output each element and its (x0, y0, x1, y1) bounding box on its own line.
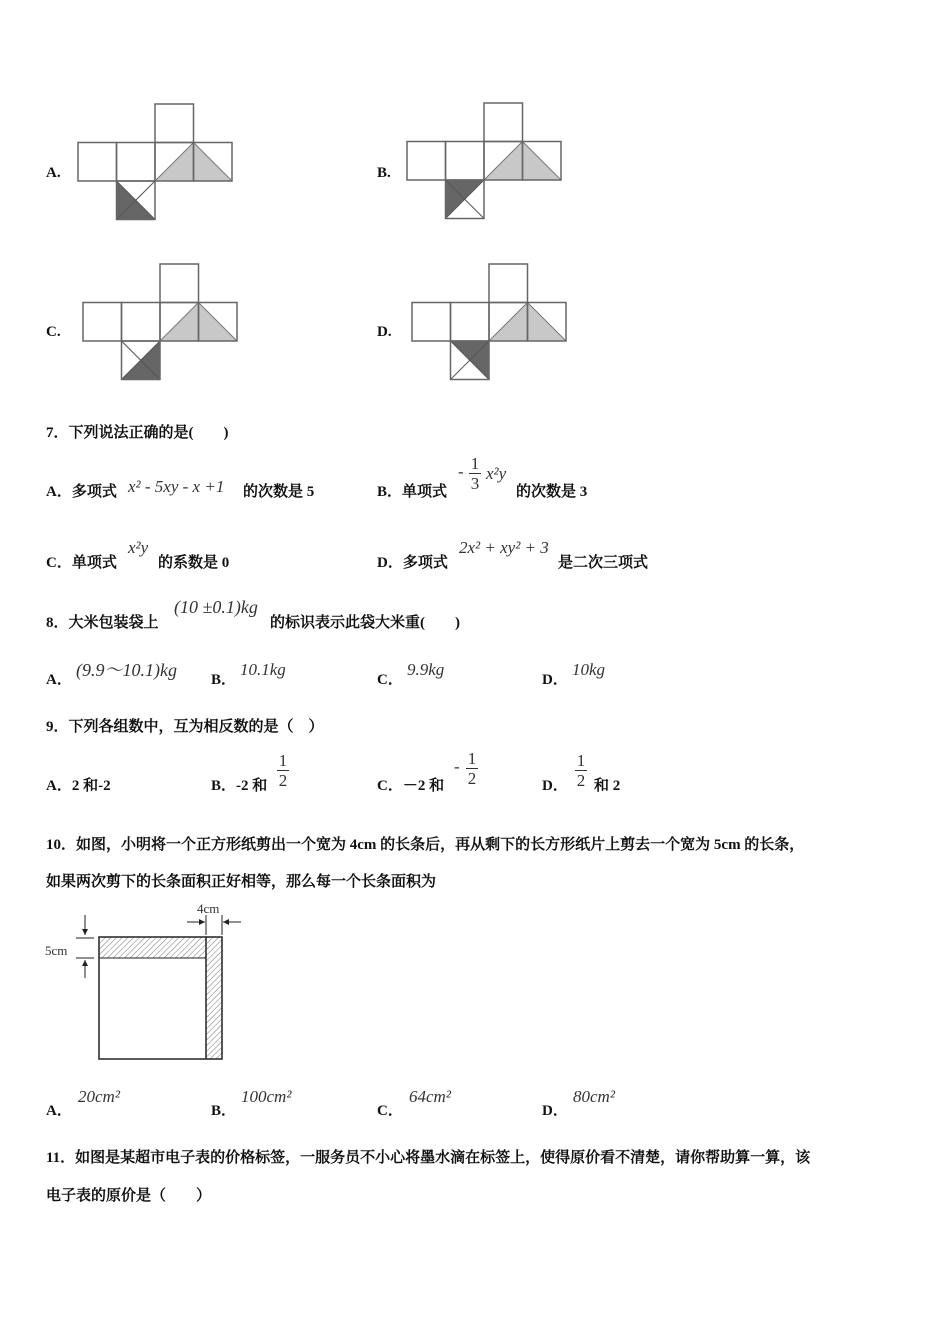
cube-net-b (407, 103, 567, 223)
q9-b-label: B．-2 和 (211, 778, 268, 794)
net-square (407, 142, 446, 181)
q10-c-value: 64cm² (409, 1087, 451, 1106)
q7-d-math: 2x² + xy² + 3 (459, 538, 549, 557)
q8-d-value: 10kg (572, 660, 606, 679)
q7-a-label: A．多项式 (46, 484, 117, 500)
net-square (117, 143, 156, 182)
q10-d-label: D． (542, 1103, 568, 1119)
net-square (451, 303, 490, 342)
q7-c-tail: 的系数是 0 (158, 555, 230, 571)
q10-a-value: 20cm² (78, 1087, 120, 1106)
q8-stem-b: 的标识表示此袋大米重( ) (270, 615, 460, 631)
net-square (160, 264, 199, 303)
q11-line2: 电子表的原价是（ ） (46, 1188, 212, 1204)
q7-c-math: x²y (128, 538, 149, 557)
q8-c-label: C． (377, 672, 403, 688)
net-square (484, 103, 523, 142)
q7-b-math: x²y (486, 464, 507, 483)
numerator: 1 (470, 454, 480, 473)
q8-a-label: A． (46, 672, 72, 688)
option-d-label: D. (377, 324, 392, 340)
q10-line2: 如果两次剪下的长条面积正好相等，那么每一个长条面积为 (46, 874, 437, 890)
q10-b-label: B． (211, 1103, 237, 1119)
q7-d-label: D．多项式 (377, 555, 448, 571)
q8-a-value: (9.9～10.1)kg (76, 660, 177, 680)
q7-a-tail: 的次数是 5 (243, 484, 315, 500)
net-square (78, 143, 117, 182)
q7-c-label: C．单项式 (46, 555, 117, 571)
net-square (412, 303, 451, 342)
label-5cm: 5cm (45, 943, 68, 958)
q7-stem: 7．下列说法正确的是( ) (46, 425, 229, 441)
option-b-label: B. (377, 165, 391, 181)
q9-stem: 9．下列各组数中，互为相反数的是（ ） (46, 719, 324, 735)
q7-a-math: x² - 5xy - x +1 (128, 477, 225, 496)
q8-stem-math: (10 ±0.1)kg (174, 597, 258, 617)
denominator: 2 (278, 771, 288, 790)
q7-d-tail: 是二次三项式 (558, 555, 649, 571)
cube-net-a (78, 104, 238, 224)
cube-net-c (83, 264, 243, 384)
net-square (122, 303, 161, 342)
q7-b-fraction (469, 455, 481, 492)
q7-b-label: B．单项式 (377, 484, 448, 500)
q11-line1: 11．如图是某超市电子表的价格标签，一服务员不小心将墨水滴在标签上，使得原价看不清楚，请你帮助算一算，该 (46, 1150, 811, 1166)
q8-d-label: D． (542, 672, 568, 688)
q9-c-fraction (466, 750, 478, 787)
net-square (489, 264, 528, 303)
q8-stem-a: 8．大米包装袋上 (46, 615, 159, 631)
option-c-label: C. (46, 324, 61, 340)
q8-c-value: 9.9kg (407, 660, 445, 679)
label-4cm: 4cm (197, 901, 220, 916)
denominator: 2 (467, 769, 477, 788)
q7-b-tail: 的次数是 3 (516, 484, 588, 500)
q9-b-fraction (277, 752, 289, 789)
q10-figure (40, 895, 260, 1070)
q9-d-tail: 和 2 (594, 778, 621, 794)
net-square (446, 142, 485, 181)
q9-d-fraction (575, 752, 587, 789)
numerator: 1 (467, 749, 477, 768)
q10-line1: 10．如图，小明将一个正方形纸剪出一个宽为 4cm 的长条后，再从剩下的长方形纸片上剪去一个宽为 5cm 的长条， (46, 837, 805, 853)
q9-d-label: D． (542, 778, 568, 794)
q8-b-value: 10.1kg (240, 660, 286, 679)
net-square (155, 104, 194, 143)
denominator: 3 (470, 474, 480, 493)
q9-a: A．2 和-2 (46, 778, 111, 794)
q7-b-sign: - (458, 462, 464, 481)
q10-a-label: A． (46, 1103, 72, 1119)
q10-c-label: C． (377, 1103, 403, 1119)
denominator: 2 (576, 771, 586, 790)
q10-b-value: 100cm² (241, 1087, 292, 1106)
q10-d-value: 80cm² (573, 1087, 615, 1106)
q8-b-label: B． (211, 672, 237, 688)
q9-c-label: C．－2 和 (377, 778, 445, 794)
numerator: 1 (576, 751, 586, 770)
q9-c-sign: - (454, 757, 460, 776)
cube-net-d (412, 264, 572, 384)
numerator: 1 (278, 751, 288, 770)
option-a-label: A. (46, 165, 61, 181)
net-square (83, 303, 122, 342)
